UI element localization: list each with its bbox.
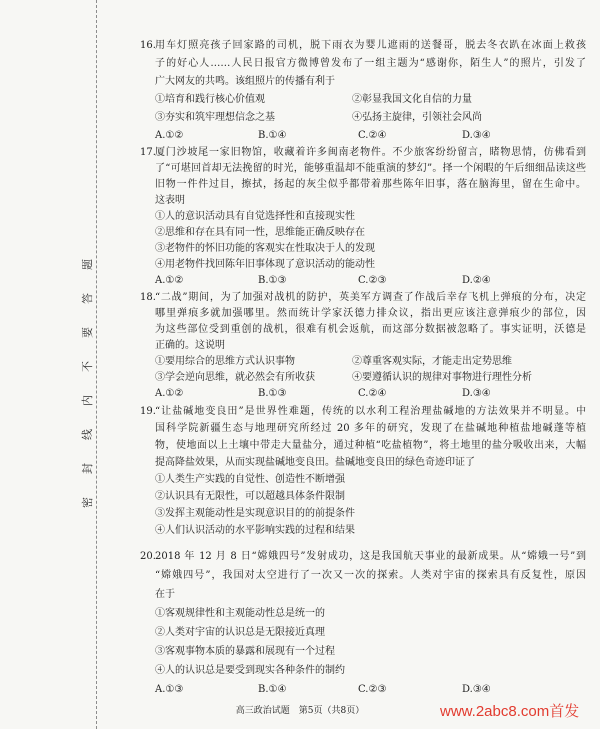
option-item: ①人的意识活动具有自觉选择性和直接现实性 <box>155 211 355 222</box>
option-item: ④用老物件找回陈年旧事体现了意识活动的能动性 <box>155 259 375 270</box>
option-item: ②人类对宇宙的认识总是无限接近真理 <box>155 627 325 638</box>
stem-text: 物，使地面以上土壤中带走大量盐分，通过种植“吃盐植物”，将土地里的盐分吸收出来，大幅 <box>155 440 586 451</box>
choice-c: C.②④ <box>358 130 387 141</box>
stem-line <box>140 585 586 604</box>
choice-b: B.①④ <box>258 130 287 141</box>
stem-text: “二战”期间，为了加强对战机的防护，英美军方调查了作战后幸存飞机上弹痕的分布，决定 <box>155 292 586 303</box>
option-row <box>140 109 586 127</box>
question-number: 20. <box>140 551 156 562</box>
answer-choices <box>140 386 586 402</box>
option-row <box>140 370 586 386</box>
stem-text: 厦门沙坡尾一家旧物馆，收藏着许多闽南老物件。不少旅客纷纷留言，睹物思情，仿佛看到 <box>155 147 586 158</box>
option-item: ①人类生产实践的自觉性、创造性不断增强 <box>155 474 345 485</box>
stem-text: “嫦娥四号”，我国对太空进行了一次又一次的探索。人类对宇宙的探索具有反复性，原因 <box>155 570 586 581</box>
option-row <box>140 241 586 257</box>
option-row <box>140 623 586 642</box>
option-item: ④要遵循认识的规律对事物进行理性分析 <box>352 372 532 383</box>
stem-line <box>140 290 586 306</box>
option-item: ①客观规律性和主观能动性总是统一的 <box>155 608 325 619</box>
question-number: 18. <box>140 292 156 303</box>
stem-line <box>140 566 586 585</box>
option-row <box>140 257 586 273</box>
question-18 <box>140 290 586 402</box>
choice-a: A.①② <box>155 130 184 141</box>
option-row <box>140 471 586 488</box>
stem-text: 子的好心人……人民日报官方微博曾发布了一组主题为“感谢你，陌生人”的照片，引发了 <box>155 58 586 69</box>
stem-line <box>140 55 586 73</box>
stem-line <box>140 454 586 471</box>
choice-a: A.①② <box>155 388 184 399</box>
stem-text: 2018 年 12 月 8 日“嫦娥四号”发射成功，这是我国航天事业的最新成果。从“嫦娥一号”到 <box>155 551 586 562</box>
option-row <box>140 642 586 661</box>
seal-line-notice: 密封线内不要答题 <box>81 236 94 508</box>
stem-text: 了“可堪回首却无法挽留的时光，能够重温却不能重演的梦幻”。择一个闲暇的午后细细品读这些 <box>155 163 586 174</box>
stem-line <box>140 338 586 354</box>
stem-text: 这表明 <box>155 195 185 206</box>
option-item: ②思维和存在具有同一性，思维能正确反映存在 <box>155 227 365 238</box>
option-row <box>140 354 586 370</box>
option-item: ③客观事物本质的暴露和展现有一个过程 <box>155 646 335 657</box>
stem-text: 广大网友的共鸣。该组照片的传播有利于 <box>155 76 335 87</box>
question-17 <box>140 145 586 289</box>
stem-line <box>140 437 586 454</box>
option-item: ③发挥主观能动性是实现意识目的的前提条件 <box>155 508 355 519</box>
stem-line <box>140 73 586 91</box>
stem-text: 用车灯照亮孩子回家路的司机，脱下雨衣为婴儿遮雨的送餐哥，脱去冬衣趴在冰面上救孩 <box>155 40 586 51</box>
option-item: ④人的认识总是要受到现实各种条件的制约 <box>155 665 345 676</box>
stem-text: 哪里弹痕多就加强哪里。然而统计学家沃德力排众议，指出更应该注意弹痕少的部位，因 <box>155 308 586 319</box>
option-row <box>140 91 586 109</box>
stem-line <box>140 145 586 161</box>
option-item: ④人们认识活动的水平影响实践的过程和结果 <box>155 525 355 536</box>
page-footer: 高三政治试题 第5页（共8页） <box>235 706 365 716</box>
stem-text: 旧物一件件过目，擦拭，扬起的灰尘似乎都带着那些陈年旧事，落在脑海里，留在生命中。 <box>155 179 586 190</box>
answer-choices <box>140 680 586 699</box>
stem-text: “让盐碱地变良田”是世界性难题，传统的以水利工程治理盐碱地的方法效果并不明显。中 <box>155 406 586 417</box>
option-item: ①要用综合的思维方式认识事物 <box>155 356 295 367</box>
choice-b: B.①③ <box>258 388 287 399</box>
choice-d: D.③④ <box>462 388 491 399</box>
stem-line <box>140 322 586 338</box>
stem-line <box>140 177 586 193</box>
question-number: 17. <box>140 147 156 158</box>
choice-d: D.②④ <box>462 275 491 286</box>
option-item: ②认识具有无限性，可以超越具体条件限制 <box>155 491 345 502</box>
choice-a: A.①② <box>155 275 184 286</box>
stem-line <box>140 161 586 177</box>
question-number: 16. <box>140 40 156 51</box>
option-item: ③老物件的怀旧功能的客观实在性取决于人的发现 <box>155 243 375 254</box>
stem-line <box>140 306 586 322</box>
choice-d: D.③④ <box>462 684 491 695</box>
stem-line <box>140 420 586 437</box>
stem-text: 提高降盐效果，从而实现盐碱地变良田。盐碱地变良田的绿色奇迹印证了 <box>155 457 475 468</box>
stem-line <box>140 37 586 55</box>
option-item: ②彰显我国文化自信的力量 <box>352 94 472 105</box>
choice-b: B.①③ <box>258 275 287 286</box>
question-16 <box>140 37 586 145</box>
site-watermark: www.2abc8.com首发 <box>440 703 580 720</box>
stem-text: 在于 <box>155 589 175 600</box>
stem-text: 正确的。这说明 <box>155 340 225 351</box>
choice-d: D.③④ <box>462 130 491 141</box>
stem-text: 国科学院新疆生态与地理研究所经过 20 多年的研究，发现了在盐碱地种植盐地碱蓬等植 <box>155 423 586 434</box>
option-row <box>140 225 586 241</box>
stem-line <box>140 193 586 209</box>
option-row <box>140 505 586 522</box>
answer-choices <box>140 127 586 145</box>
choice-b: B.①④ <box>258 684 287 695</box>
option-item: ①培育和践行核心价值观 <box>155 94 265 105</box>
option-item: ③夯实和筑牢理想信念之基 <box>155 112 275 123</box>
question-19 <box>140 403 586 539</box>
option-row <box>140 604 586 623</box>
option-row <box>140 661 586 680</box>
stem-line <box>140 403 586 420</box>
choice-c: C.②③ <box>358 684 387 695</box>
choice-c: C.②④ <box>358 388 387 399</box>
answer-choices <box>140 273 586 289</box>
option-row <box>140 209 586 225</box>
choice-c: C.②③ <box>358 275 387 286</box>
option-row <box>140 522 586 539</box>
choice-a: A.①③ <box>155 684 184 695</box>
option-row <box>140 488 586 505</box>
option-item: ④弘扬主旋律，引领社会风尚 <box>352 112 482 123</box>
option-item: ②尊重客观实际，才能走出定势思维 <box>352 356 512 367</box>
question-20 <box>140 547 586 699</box>
option-item: ③学会逆向思维，就必然会有所收获 <box>155 372 315 383</box>
stem-text: 为这些部位受到重创的战机，很难有机会返航，而这部分数据被忽略了。事实证明，沃德是 <box>155 324 586 335</box>
question-number: 19. <box>140 406 156 417</box>
binding-dashed-line <box>96 0 97 729</box>
stem-line <box>140 547 586 566</box>
